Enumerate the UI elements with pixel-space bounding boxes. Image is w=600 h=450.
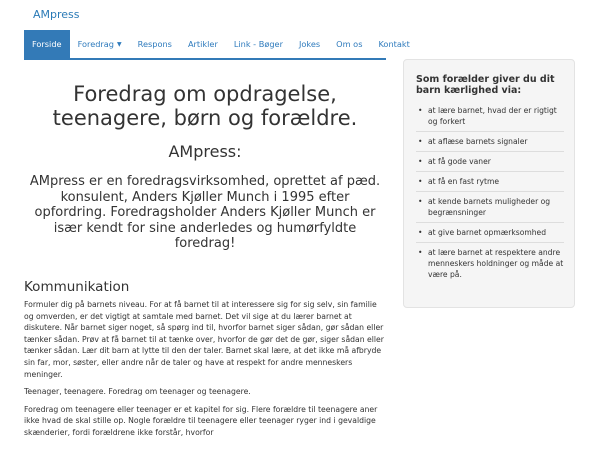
nav-item-label: Jokes <box>298 39 321 49</box>
nav-item-artikler[interactable] <box>180 30 226 58</box>
nav-item-jokes[interactable] <box>291 30 328 58</box>
paragraph: Foredrag om teenagere eller teenager er et kapitel for sig. Flere forældre til teenagere aner ikke hvad de skal stille op. Nogle forældre til teenagere eller teenager ryger ind i gevaldige skænderier, fordi forældrene ikke forstår, hvorfor <box>24 404 378 437</box>
list-item: • at få gode vaner <box>416 152 564 172</box>
list-item: • at aflæse barnets signaler <box>416 132 564 152</box>
nav-item-label: Artikler <box>187 39 218 49</box>
paragraph: Teenager, teenagere. Foredrag om teenager og teenagere. <box>24 387 251 397</box>
nav-item-respons[interactable] <box>130 30 180 58</box>
list-item: • at lære barnet, hvad der er rigtigt og forkert <box>416 101 564 132</box>
sidebar-panel <box>403 59 575 308</box>
nav-item-label: Om os <box>336 39 363 49</box>
caret-down-icon: ▼ <box>117 40 122 48</box>
sidebar-list <box>416 101 564 284</box>
nav-item-label: Link - Bøger <box>233 39 283 49</box>
intro-text: AMpress er en foredragsvirksomhed, oprettet af pæd. konsulent, Anders Kjøller Munch i 1995 efter opfordring. Foredragsholder Anders Kjøller Munch er især kendt for sine anderledes og humørfyldte foredrag! <box>29 174 381 252</box>
nav-item-forside[interactable] <box>24 30 70 58</box>
page-subtitle: AMpress: <box>168 142 242 161</box>
list-item: • at give barnet opmærksomhed <box>416 223 564 243</box>
main-content <box>24 60 386 439</box>
list-item: • at kende barnets muligheder og begrænsninger <box>416 192 564 223</box>
nav-item-label: Respons <box>137 39 172 49</box>
paragraph: Formuler dig på barnets niveau. For at få barnet til at interessere sig for sig selv, sin familie og omverden, er det vigtigt at samtale med barnet. Det vil sige at du lærer barnet at diskutere. Når barnet siger noget, så spørg ind til, hvorfor barnet siger sådan, gør sådan eller tænker sådan. Prøv at få barnet til at tænke over, hvorfor de gør det de gør, siger sådan eller tænker sådan. Lær dit barn at lytte til den der taler. Barnet skal lære, at det ikke må afbryde sin far, mor, søster, eller andre når de taler og have at respekt for andre menneskers meninger. <box>24 299 384 379</box>
nav-item-label: Foredrag <box>77 39 115 49</box>
brand-logo-link[interactable]: AMpress <box>33 8 80 21</box>
nav-item-foredrag[interactable] <box>70 30 130 58</box>
nav-item-om-os[interactable] <box>328 30 370 58</box>
sidebar-title: Som forælder giver du dit barn kærlighed via: <box>416 74 555 96</box>
nav-item-kontakt[interactable] <box>370 30 417 58</box>
list-item: • at få en fast rytme <box>416 172 564 192</box>
nav-item-link-boger[interactable] <box>226 30 291 58</box>
nav-item-label: Forside <box>32 39 62 49</box>
nav-item-label: Kontakt <box>378 39 410 49</box>
page-title: Foredrag om opdragelse, teenagere, børn og forældre. <box>52 82 358 130</box>
list-item: • at lære barnet at respektere andre menneskers holdninger og måde at være på. <box>416 243 564 284</box>
main-navigation <box>24 30 410 60</box>
section-heading: Kommunikation <box>24 278 130 295</box>
